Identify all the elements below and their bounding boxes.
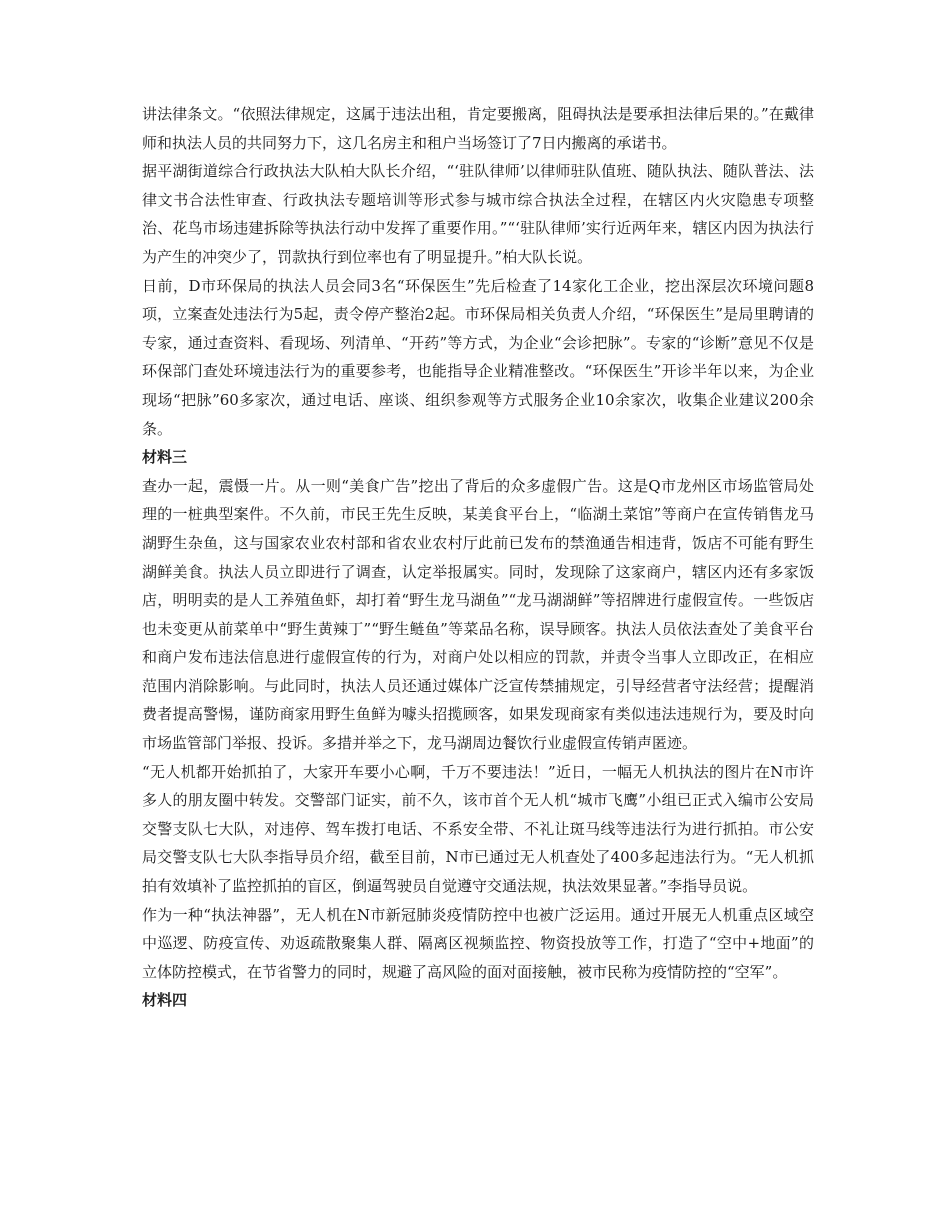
section-heading-3: 材料三 xyxy=(142,448,188,467)
paragraph-1: 讲法律条文。“依照法律规定，这属于违法出租，肯定要搬离，阻碍执法是要承担法律后果的。”在戴律师和执法人员的共同努力下，这几名房主和租户当场签订了7日内搬离的承诺书。 xyxy=(142,105,814,152)
paragraph-6: 作为一种“执法神器”，无人机在N市新冠肺炎疫情防控中也被广泛运用。通过开展无人机重点区域空中巡逻、防疫宣传、劝返疏散聚集人群、隔离区视频监控、物资投放等工作，打造了“空中+地面”的立体防控模式，在节省警力的同时，规避了高风险的面对面接触，被市民称为疫情防控的“空军”。 xyxy=(142,905,814,981)
paragraph-3: 日前，D市环保局的执法人员会同3名“环保医生”先后检查了14家化工企业，挖出深层次环境问题8项，立案查处违法行为5起，责令停产整治2起。市环保局相关负责人介绍，“环保医生”是局里聘请的专家，通过查资料、看现场、列清单、“开药”等方式，为企业“会诊把脉”。专家的“诊断”意见不仅是环保部门查处环境违法行为的重要参考，也能指导企业精准整改。“环保医生”开诊半年以来，为企业现场“把脉”60多家次，通过电话、座谈、组织参观等方式服务企业10余家次，收集企业建议200余条。 xyxy=(142,276,814,438)
section-heading-4: 材料四 xyxy=(142,991,188,1010)
document-page xyxy=(142,100,814,1015)
paragraph-5: “无人机都开始抓拍了，大家开车要小心啊，千万不要违法！”近日，一幅无人机执法的图片在N市许多人的朋友圈中转发。交警部门证实，前不久，该市首个无人机“城市飞鹰”小组已正式入编市公安局交警支队七大队，对违停、驾车拨打电话、不系安全带、不礼让斑马线等违法行为进行抓拍。市公安局交警支队七大队李指导员介绍，截至目前，N市已通过无人机查处了400多起违法行为。“无人机抓拍有效填补了监控抓拍的盲区，倒逼驾驶员自觉遵守交通法规，执法效果显著。”李指导员说。 xyxy=(142,762,814,896)
paragraph-4: 查办一起，震慑一片。从一则“美食广告”挖出了背后的众多虚假广告。这是Q市龙州区市场监管局处理的一桩典型案件。不久前，市民王先生反映，某美食平台上，“临湖土菜馆”等商户在宣传销售龙马湖野生杂鱼，这与国家农业农村部和省农业农村厅此前已发布的禁渔通告相违背，饭店不可能有野生湖鲜美食。执法人员立即进行了调查，认定举报属实。同时，发现除了这家商户，辖区内还有多家饭店，明明卖的是人工养殖鱼虾，却打着“野生龙马湖鱼”“龙马湖湖鲜”等招牌进行虚假宣传。一些饭店也未变更从前菜单中“野生黄辣丁”“野生鲢鱼”等菜品名称，误导顾客。执法人员依法查处了美食平台和商户发布违法信息进行虚假宣传的行为，对商户处以相应的罚款，并责令当事人立即改正，在相应范围内消除影响。与此同时，执法人员还通过媒体广泛宣传禁捕规定，引导经营者守法经营；提醒消费者提高警惕，谨防商家用野生鱼鲜为噱头招揽顾客，如果发现商家有类似违法违规行为，要及时向市场监管部门举报、投诉。多措并举之下，龙马湖周边餐饮行业虚假宣传销声匿迹。 xyxy=(142,476,814,753)
paragraph-2: 据平湖街道综合行政执法大队柏大队长介绍，“‘驻队律师’以律师驻队值班、随队执法、随队普法、法律文书合法性审查、行政执法专题培训等形式参与城市综合执法全过程，在辖区内火灾隐患专项整治、花鸟市场违建拆除等执法行动中发挥了重要作用。”“‘驻队律师’实行近两年来，辖区内因为执法行为产生的冲突少了，罚款执行到位率也有了明显提升。”柏大队长说。 xyxy=(142,162,814,266)
